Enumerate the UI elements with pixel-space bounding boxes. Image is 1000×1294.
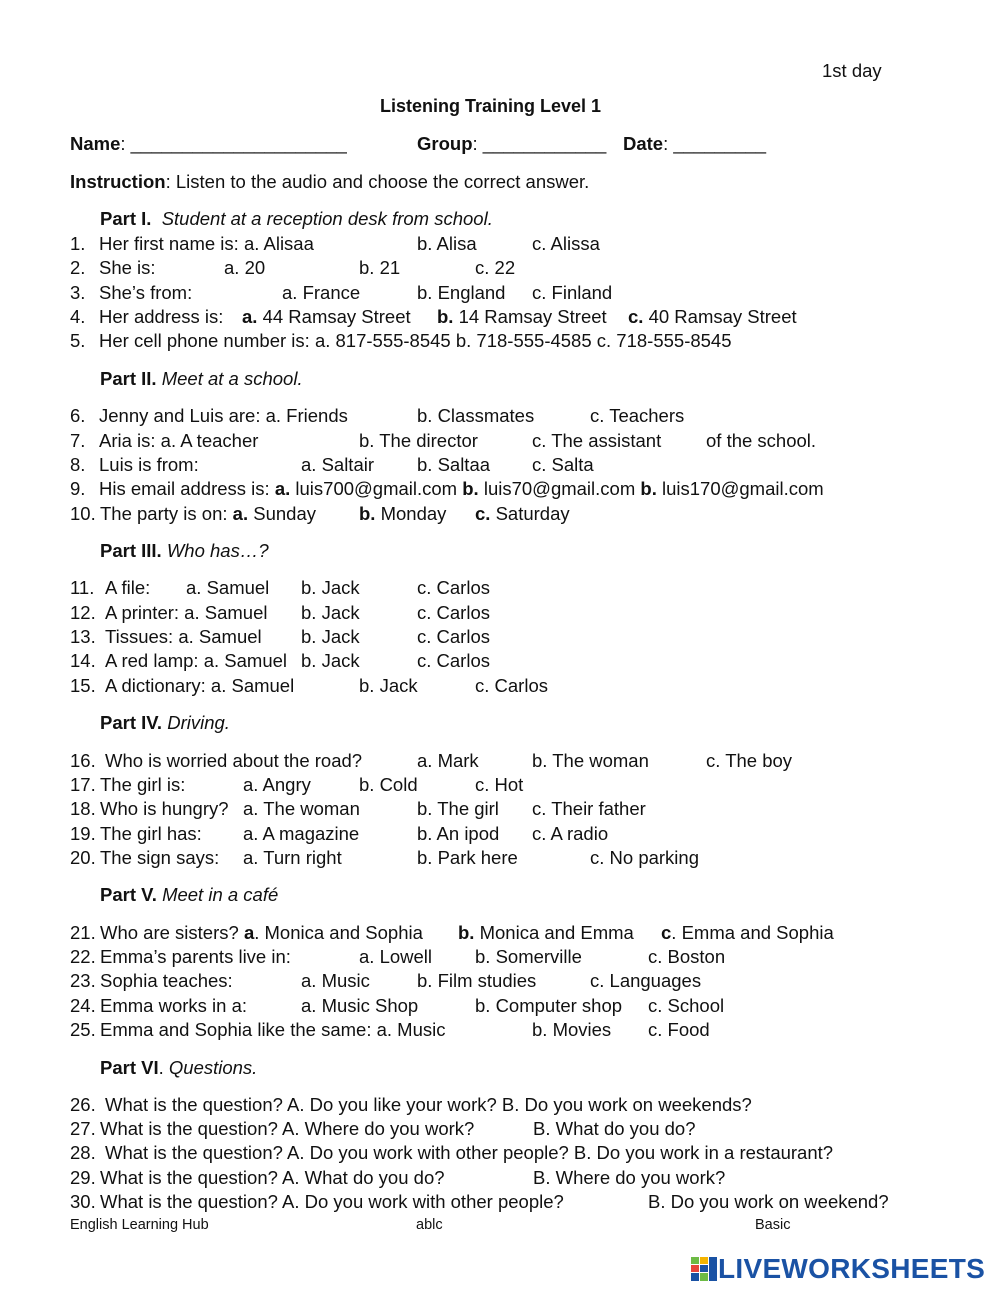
option-text: 40 Ramsay Street bbox=[643, 306, 797, 327]
question-number: 16. bbox=[70, 750, 96, 771]
question-text: Who is worried about the road? bbox=[105, 750, 363, 771]
option-letter[interactable]: b. bbox=[462, 478, 479, 499]
liveworksheets-logo[interactable] bbox=[690, 1253, 985, 1285]
question-number: 5. bbox=[70, 330, 86, 351]
option-b[interactable] bbox=[359, 503, 446, 525]
question-text: Emma works in a: bbox=[100, 995, 248, 1016]
option-c[interactable]: c. Boston bbox=[648, 946, 726, 967]
option-a[interactable]: a. The woman bbox=[243, 798, 360, 819]
option-c[interactable]: c. Alissa bbox=[532, 233, 600, 254]
question-text: Emma and Sophia like the same: a. Music bbox=[100, 1019, 446, 1040]
question-text: Luis is from: bbox=[99, 454, 199, 475]
part-1-heading bbox=[100, 208, 493, 230]
name-label: Name bbox=[70, 133, 121, 154]
question-number: 12. bbox=[70, 602, 96, 623]
option-c[interactable]: c. The assistant bbox=[532, 430, 662, 451]
question-number: 17. bbox=[70, 774, 96, 795]
option-text: 14 Ramsay Street bbox=[453, 306, 607, 327]
option-b[interactable]: B. What do you do? bbox=[533, 1118, 696, 1139]
question-number: 21. bbox=[70, 922, 96, 943]
part-2-heading bbox=[100, 368, 303, 390]
option-b[interactable]: b. The director bbox=[359, 430, 478, 451]
part-3-heading bbox=[100, 540, 269, 562]
question-number: 15. bbox=[70, 675, 96, 696]
option-c[interactable]: c. Salta bbox=[532, 454, 594, 475]
part-title: Meet in a café bbox=[162, 884, 279, 905]
option-c[interactable]: c. The boy bbox=[706, 750, 793, 771]
question-text: She’s from: bbox=[99, 282, 193, 303]
instruction-text: : Listen to the audio and choose the correct answer. bbox=[165, 171, 590, 192]
option-b[interactable]: b. Park here bbox=[417, 847, 518, 868]
question-stem: His email address is: bbox=[99, 478, 275, 499]
option-c[interactable] bbox=[661, 922, 834, 944]
option-b[interactable] bbox=[458, 922, 634, 944]
option-b[interactable]: b. The woman bbox=[532, 750, 649, 771]
question-text: A red lamp: a. Samuel bbox=[105, 650, 288, 671]
option-a[interactable]: a. 20 bbox=[224, 257, 266, 278]
option-b[interactable]: b. Saltaa bbox=[417, 454, 491, 475]
part-title: Meet at a school. bbox=[161, 368, 303, 389]
option-c[interactable]: c. Carlos bbox=[417, 650, 490, 671]
question-text bbox=[99, 478, 824, 500]
option-b[interactable]: b. Jack bbox=[301, 650, 360, 671]
date-field[interactable] bbox=[623, 133, 766, 155]
question-text: What is the question? A. Do you like your work? B. Do you work on weekends? bbox=[105, 1094, 752, 1115]
instruction-label: Instruction bbox=[70, 171, 166, 192]
question-number: 23. bbox=[70, 970, 96, 991]
question-number: 26. bbox=[70, 1094, 96, 1115]
question-text: What is the question? A. Where do you work? bbox=[100, 1118, 475, 1139]
part-5-heading bbox=[100, 884, 278, 906]
part-title: Questions. bbox=[168, 1057, 258, 1078]
question-suffix: of the school. bbox=[706, 430, 817, 451]
option-text: Monday bbox=[375, 503, 447, 524]
part-label: Part III. bbox=[100, 540, 162, 561]
option-a[interactable]: a. Samuel bbox=[186, 577, 270, 598]
option-letter: b. bbox=[458, 922, 475, 943]
question-number: 27. bbox=[70, 1118, 96, 1139]
option-c[interactable]: c. A radio bbox=[532, 823, 609, 844]
page-title: Listening Training Level 1 bbox=[380, 96, 602, 116]
option-b[interactable]: b. Jack bbox=[359, 675, 418, 696]
question-text bbox=[100, 503, 316, 525]
question-stem: The party is on: bbox=[100, 503, 233, 524]
part-title: Driving. bbox=[167, 712, 230, 733]
option-b[interactable]: b. Classmates bbox=[417, 405, 535, 426]
option-letter: c. bbox=[475, 503, 491, 524]
part-title: Who has…? bbox=[166, 540, 269, 561]
option-c[interactable]: c. No parking bbox=[590, 847, 699, 868]
part-title: Student at a reception desk from school. bbox=[161, 208, 493, 229]
part-label: Part VI bbox=[100, 1057, 159, 1078]
question-number: 13. bbox=[70, 626, 96, 647]
question-text: Sophia teaches: bbox=[100, 970, 233, 991]
option-b[interactable]: b. Jack bbox=[301, 577, 360, 598]
option-a[interactable]: a. A magazine bbox=[243, 823, 360, 844]
option-b[interactable]: luis70@gmail.com bbox=[478, 478, 641, 499]
option-a[interactable]: luis700@gmail.com bbox=[290, 478, 463, 499]
liveworksheets-logo-icon bbox=[690, 1255, 718, 1283]
option-c[interactable]: c. Languages bbox=[590, 970, 702, 991]
option-b[interactable]: b. An ipod bbox=[417, 823, 500, 844]
question-text: She is: bbox=[99, 257, 156, 278]
option-letter: c bbox=[661, 922, 672, 943]
question-number: 7. bbox=[70, 430, 86, 451]
question-number: 14. bbox=[70, 650, 96, 671]
option-a[interactable]: a. France bbox=[282, 282, 361, 303]
instruction bbox=[70, 171, 589, 193]
question-stem: Who are sisters? bbox=[100, 922, 244, 943]
question-text: The sign says: bbox=[100, 847, 220, 868]
question-number: 30. bbox=[70, 1191, 96, 1212]
option-a[interactable]: a. Music bbox=[301, 970, 370, 991]
option-c[interactable]: luis170@gmail.com bbox=[656, 478, 824, 499]
part-dot: . bbox=[158, 1057, 164, 1078]
option-a[interactable]: a. Mark bbox=[417, 750, 479, 771]
option-c[interactable]: c. Food bbox=[648, 1019, 710, 1040]
part-label: Part I. bbox=[100, 208, 152, 229]
option-text: Monica and Emma bbox=[474, 922, 634, 943]
option-a[interactable]: a. Turn right bbox=[243, 847, 342, 868]
question-text: Jenny and Luis are: a. Friends bbox=[99, 405, 348, 426]
question-number: 1. bbox=[70, 233, 86, 254]
option-c[interactable]: c. Carlos bbox=[417, 602, 490, 623]
option-b[interactable]: B. Where do you work? bbox=[533, 1167, 726, 1188]
question-number: 28. bbox=[70, 1142, 96, 1163]
question-number: 20. bbox=[70, 847, 96, 868]
date-blank: : _________ bbox=[663, 133, 766, 154]
option-a[interactable] bbox=[242, 306, 411, 328]
part-6-heading bbox=[100, 1057, 257, 1079]
option-letter: b. bbox=[359, 503, 376, 524]
option-c[interactable]: c. Teachers bbox=[590, 405, 685, 426]
group-label: Group bbox=[417, 133, 473, 154]
option-letter[interactable]: b. bbox=[640, 478, 657, 499]
question-text: What is the question? A. Do you work with other people? bbox=[100, 1191, 564, 1212]
option-letter: c. bbox=[628, 306, 644, 327]
date-label: Date bbox=[623, 133, 664, 154]
option-a[interactable]: . Monica and Sophia bbox=[254, 922, 423, 943]
question-number: 11. bbox=[70, 577, 95, 598]
question-number: 18. bbox=[70, 798, 96, 819]
option-c[interactable]: c. Finland bbox=[532, 282, 613, 303]
option-b[interactable] bbox=[437, 306, 607, 328]
question-number: 10. bbox=[70, 503, 96, 524]
question-text: Her first name is: a. Alisaa bbox=[99, 233, 314, 254]
group-blank: : ____________ bbox=[472, 133, 607, 154]
name-field[interactable] bbox=[70, 133, 347, 155]
question-number: 24. bbox=[70, 995, 96, 1016]
option-a[interactable]: a. Lowell bbox=[359, 946, 433, 967]
option-letter: a. bbox=[242, 306, 258, 327]
part-label: Part IV. bbox=[100, 712, 163, 733]
question-number: 22. bbox=[70, 946, 96, 967]
option-text: Saturday bbox=[490, 503, 570, 524]
option-b[interactable]: b. Jack bbox=[301, 602, 360, 623]
option-c[interactable]: c. Hot bbox=[475, 774, 524, 795]
question-number: 8. bbox=[70, 454, 86, 475]
option-b[interactable]: b. Film studies bbox=[417, 970, 537, 991]
question-number: 3. bbox=[70, 282, 86, 303]
question-text: The girl has: bbox=[100, 823, 202, 844]
option-b[interactable]: b. Jack bbox=[301, 626, 360, 647]
question-number: 2. bbox=[70, 257, 86, 278]
footer-right: Basic bbox=[755, 1217, 791, 1233]
footer-center: ablc bbox=[416, 1217, 443, 1233]
question-text: A printer: a. Samuel bbox=[105, 602, 268, 623]
part-label: Part II. bbox=[100, 368, 157, 389]
option-c[interactable]: c. School bbox=[648, 995, 725, 1016]
question-text: Tissues: a. Samuel bbox=[105, 626, 262, 647]
option-a[interactable]: a. Music Shop bbox=[301, 995, 419, 1016]
question-number: 25. bbox=[70, 1019, 96, 1040]
option-c[interactable]: c. Carlos bbox=[417, 626, 490, 647]
option-b[interactable]: b. England bbox=[417, 282, 506, 303]
option-letter[interactable]: a. bbox=[232, 503, 249, 524]
option-b[interactable]: b. Somerville bbox=[475, 946, 582, 967]
name-blank: : _____________________ bbox=[120, 133, 347, 154]
option-a[interactable]: a. Angry bbox=[243, 774, 311, 795]
option-a[interactable]: a. Saltair bbox=[301, 454, 375, 475]
option-text: . Emma and Sophia bbox=[671, 922, 834, 943]
question-number: 4. bbox=[70, 306, 86, 327]
option-b[interactable]: b. Movies bbox=[532, 1019, 612, 1040]
option-c[interactable]: c. Carlos bbox=[475, 675, 548, 696]
question-text: A file: bbox=[105, 577, 151, 598]
option-b[interactable]: B. Do you work on weekend? bbox=[648, 1191, 889, 1212]
option-letter[interactable]: a. bbox=[274, 478, 291, 499]
option-text: 44 Ramsay Street bbox=[257, 306, 411, 327]
option-c[interactable]: c. 22 bbox=[475, 257, 516, 278]
question-text: A dictionary: a. Samuel bbox=[105, 675, 295, 696]
question-text: What is the question? A. What do you do? bbox=[100, 1167, 445, 1188]
option-c[interactable] bbox=[628, 306, 797, 328]
question-number: 9. bbox=[70, 478, 86, 499]
option-c[interactable] bbox=[475, 503, 570, 525]
group-field[interactable] bbox=[417, 133, 606, 155]
question-number: 29. bbox=[70, 1167, 96, 1188]
part-label: Part V. bbox=[100, 884, 157, 905]
option-b[interactable]: b. Cold bbox=[359, 774, 418, 795]
option-b[interactable]: b. 21 bbox=[359, 257, 401, 278]
option-letter: b. bbox=[437, 306, 454, 327]
question-text: Aria is: a. A teacher bbox=[99, 430, 259, 451]
option-a[interactable]: Sunday bbox=[248, 503, 316, 524]
question-text: The girl is: bbox=[100, 774, 186, 795]
question-text: What is the question? A. Do you work with other people? B. Do you work in a restaurant? bbox=[105, 1142, 834, 1163]
question-text bbox=[100, 922, 423, 944]
option-c[interactable]: c. Their father bbox=[532, 798, 646, 819]
question-number: 19. bbox=[70, 823, 96, 844]
option-b[interactable]: b. Alisa bbox=[417, 233, 477, 254]
option-c[interactable]: c. Carlos bbox=[417, 577, 490, 598]
question-text: Her address is: bbox=[99, 306, 224, 327]
liveworksheets-logo-text: LIVEWORKSHEETS bbox=[718, 1253, 986, 1284]
question-text: Who is hungry? bbox=[100, 798, 229, 819]
question-text: Her cell phone number is: a. 817-555-8545 b. 718-555-4585 c. 718-555-8545 bbox=[99, 330, 732, 351]
part-4-heading bbox=[100, 712, 230, 734]
question-text: Emma’s parents live in: bbox=[100, 946, 291, 967]
footer-left: English Learning Hub bbox=[70, 1217, 209, 1233]
option-b[interactable]: b. The girl bbox=[417, 798, 499, 819]
option-letter[interactable]: a bbox=[243, 922, 255, 943]
option-b[interactable]: b. Computer shop bbox=[475, 995, 623, 1016]
day-label: 1st day bbox=[822, 60, 882, 81]
question-number: 6. bbox=[70, 405, 86, 426]
